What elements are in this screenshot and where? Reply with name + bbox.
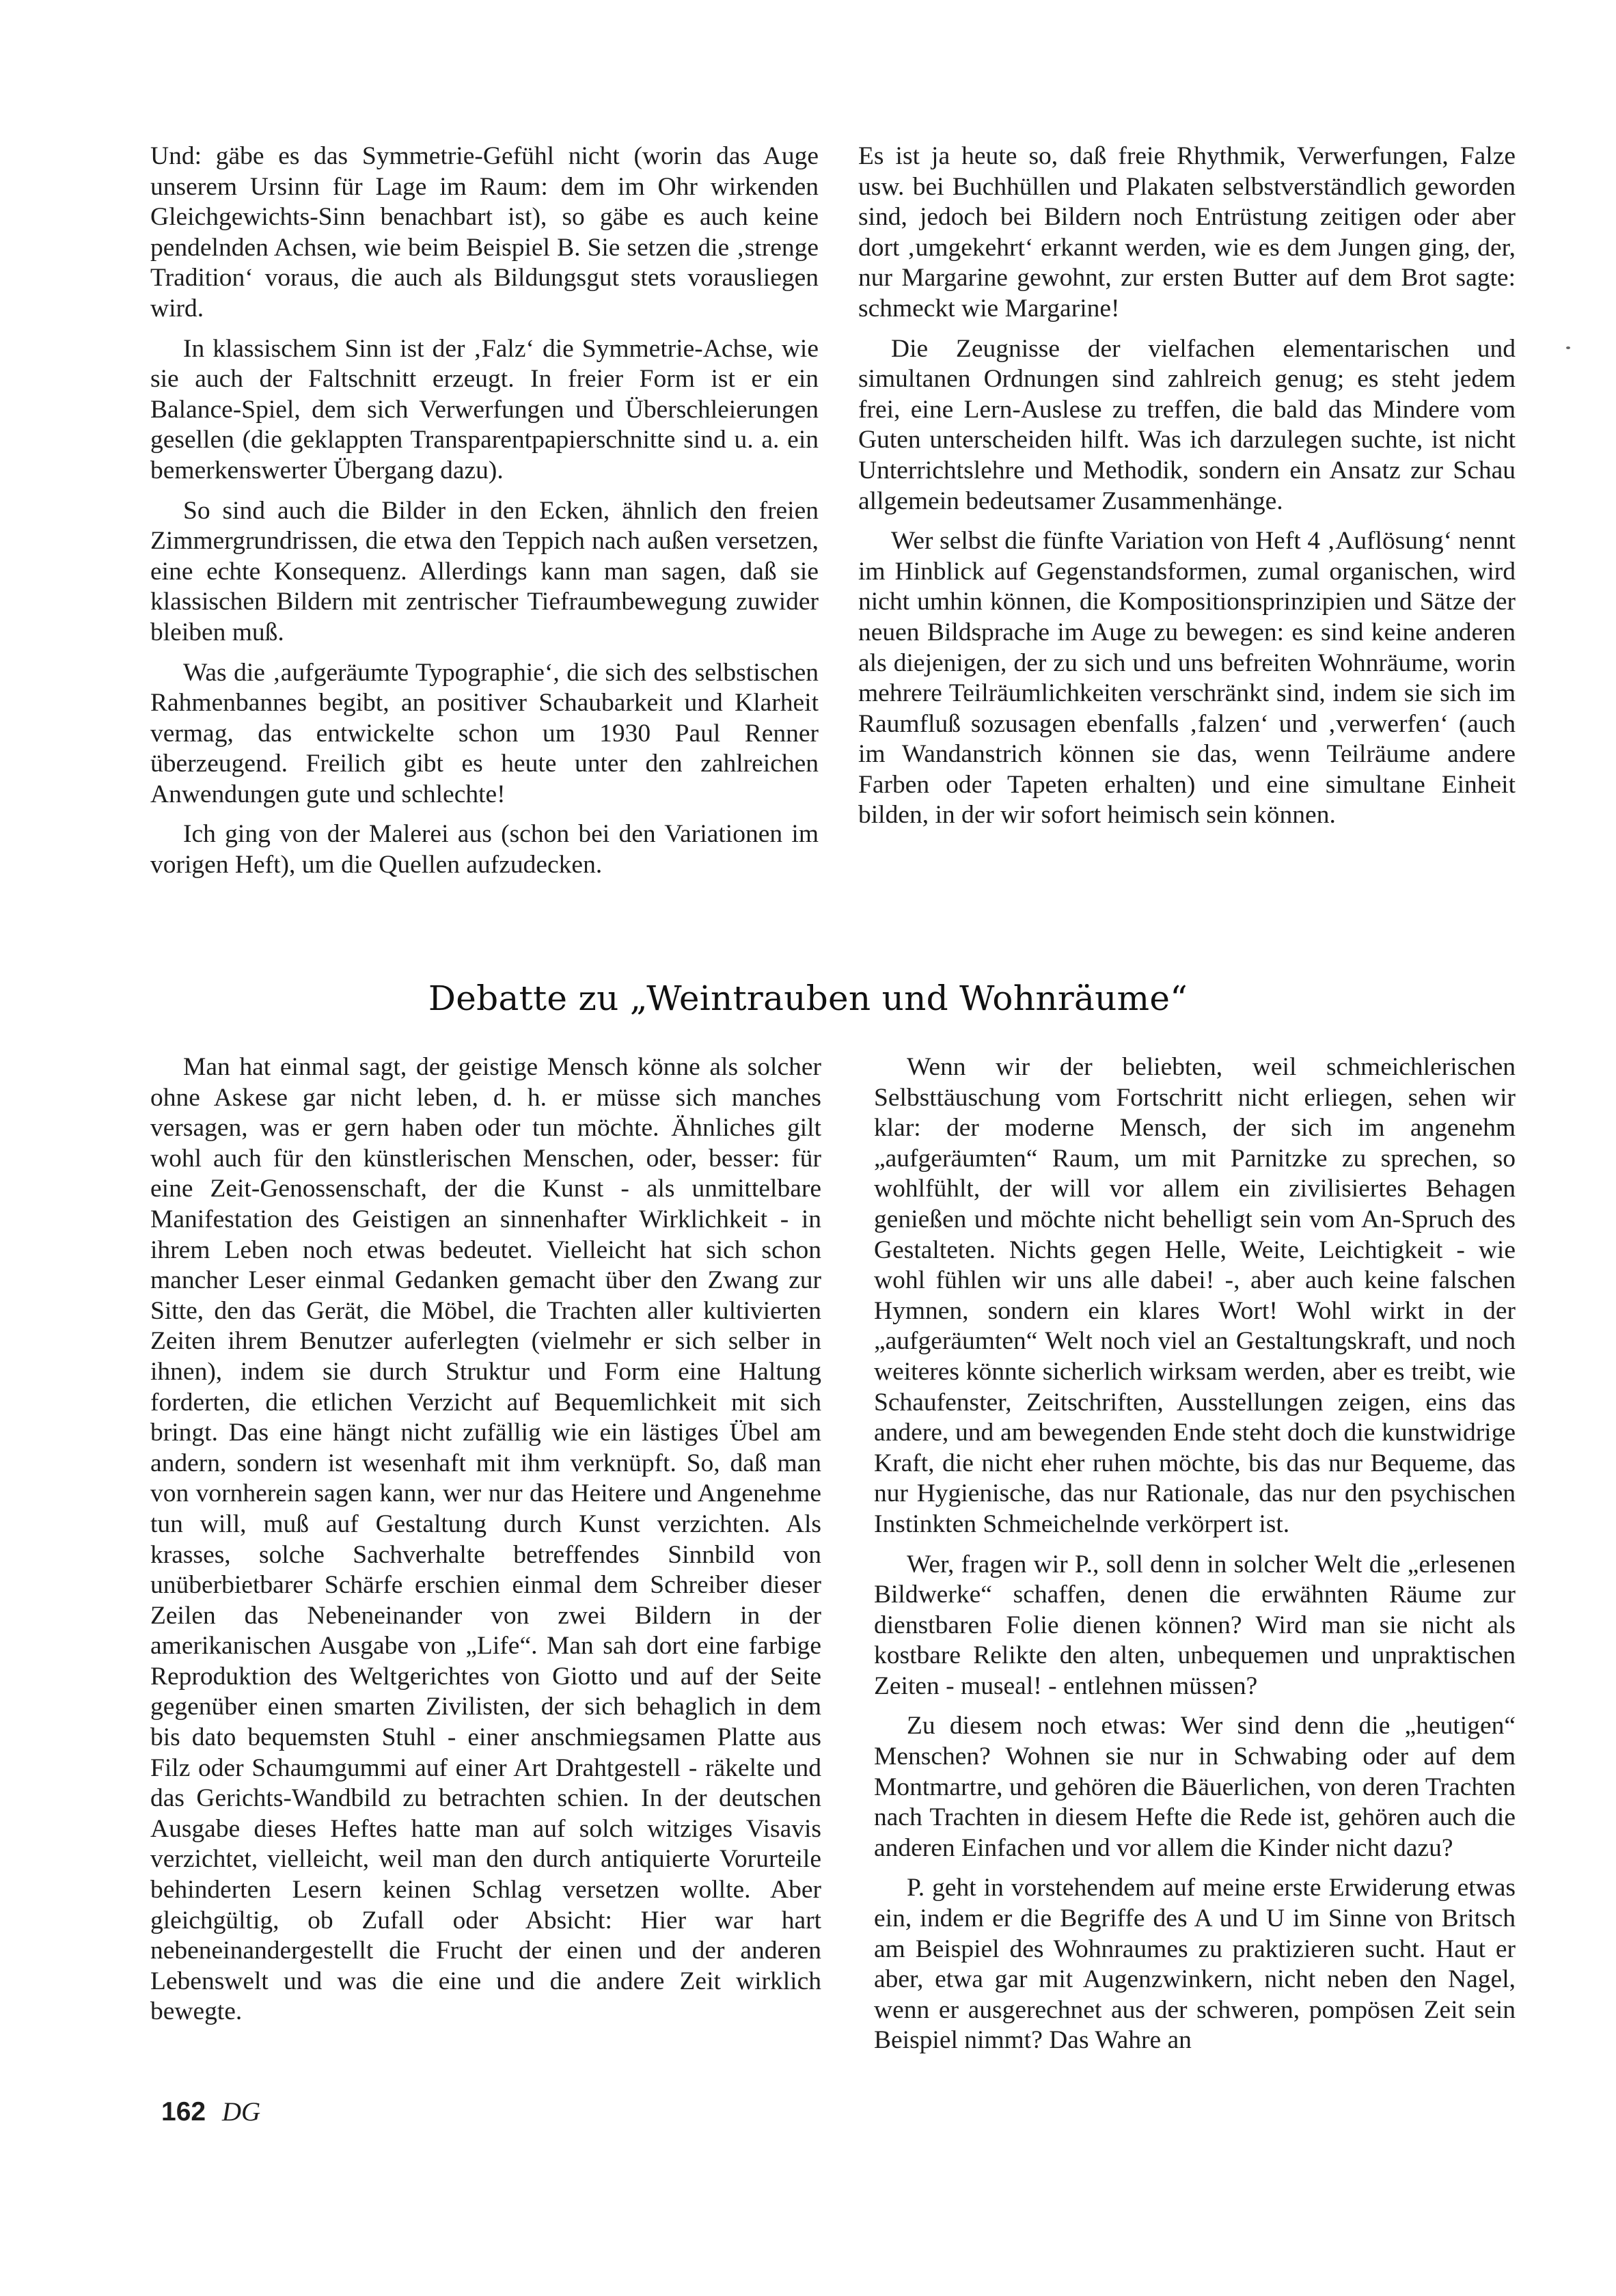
article-column-bottom-right bbox=[874, 1052, 1516, 2066]
paragraph: In klassischem Sinn ist der ‚Falz‘ die Symmetrie-Achse, wie sie auch der Faltschnitt erzeugt. In freier Form ist er ein Balance-Spiel, dem sich Verwerfungen und Überschleierungen gesellen (die geklappten Transparentpapierschnitte sind u. a. ein bemerkenswerter Übergang dazu). bbox=[150, 334, 819, 484]
page-number: 162 bbox=[161, 2097, 206, 2127]
article-column-top-right bbox=[858, 141, 1516, 840]
journal-mark: DG bbox=[221, 2097, 261, 2127]
paragraph: P. geht in vorstehendem auf meine erste Erwiderung etwas ein, indem er die Begriffe des A und U im Sinne von Britsch am Beispiel des Wohnraumes zu praktizieren sucht. Haut er aber, etwa gar mit Augenzwinkern, nicht neben den Nagel, wenn er ausgerechnet aus der schweren, pompösen Zeit sein Beispiel nimmt? Das Wahre an bbox=[874, 1874, 1516, 2055]
paragraph: Was die ‚aufgeräumte Typographie‘, die sich des selbstischen Rahmenbannes begibt, an positiver Schaubarkeit und Klarheit vermag, das entwickelte schon um 1930 Paul Renner überzeugend. Freilich gibt es heute unter den zahlreichen Anwendungen gute und schlechte! bbox=[150, 658, 819, 808]
paragraph: Wer selbst die fünfte Variation von Heft 4 ‚Auflösung‘ nennt im Hinblick auf Gegenstandsformen, zumal organischen, wird nicht umhin können, die Kompositionsprinzipien und Sätze der neuen Bildsprache im Auge zu bewegen: es sind keine anderen als diejenigen, der zu sich und uns befreiten Wohnräume, worin mehrere Teilräumlichkeiten verschränkt sind, indem sie sich im Raumfluß sozusagen ebenfalls ‚falzen‘ und ‚verwerfen‘ (auch im Wandanstrich können sie das, wenn Teilräume andere Farben oder Tapeten erhalten) und eine simultane Einheit bilden, in der wir sofort heimisch sein können. bbox=[858, 527, 1516, 830]
paragraph: Die Zeugnisse der vielfachen elementarischen und simultanen Ordnungen sind zahlreich genug; es steht jedem frei, eine Lern-Auslese zu treffen, die bald das Mindere vom Guten unterscheiden hilft. Was ich darzulegen suchte, ist nicht Unterrichtslehre und Methodik, sondern ein Ansatz zur Schau allgemein bedeutsamer Zusammenhänge. bbox=[858, 334, 1516, 515]
article-column-bottom-left bbox=[150, 1052, 821, 2037]
paragraph: Und: gäbe es das Symmetrie-Gefühl nicht (worin das Auge unserem Ursinn für Lage im Raum: dem im Ohr wirkenden Gleichgewichts-Sinn benachbart ist), so gäbe es auch keine pendelnden Achsen, wie beim Beispiel B. Sie setzen die ‚strenge Tradition‘ voraus, die auch als Bildungsgut stets vorausliegen wird. bbox=[150, 142, 819, 323]
article-column-top-left bbox=[150, 141, 819, 890]
paragraph: Es ist ja heute so, daß freie Rhythmik, Verwerfungen, Falze usw. bei Buchhüllen und Plakaten selbstverständlich geworden sind, jedoch bei Bildern noch Entrüstung zeitigen oder aber dort ‚umgekehrt‘ erkannt werden, wie es dem Jungen ging, der, nur Margarine gewohnt, zur ersten Butter auf dem Brot sagte: schmeckt wie Margarine! bbox=[858, 142, 1516, 323]
paragraph: Man hat einmal sagt, der geistige Mensch könne als solcher ohne Askese gar nicht leben, d. h. er müsse sich manches versagen, was er gern haben oder tun möchte. Ähnliches gilt wohl auch für den künstlerischen Menschen, oder, besser: für eine Zeit-Genossenschaft, der die Kunst - als unmittelbare Manifestation des Geistigen an sinnenhafter Wirklichkeit - in ihrem Leben noch etwas bedeutet. Vielleicht hat sich schon mancher Leser einmal Gedanken gemacht über den Zwang zur Sitte, den das Gerät, die Möbel, die Trachten aller kultivierten Zeiten ihrem Benutzer auferlegten (vielmehr er sich selber in ihnen), indem sie durch Struktur und Form eine Haltung forderten, die etlichen Verzicht auf Bequemlichkeit mit sich bringt. Das eine hängt nicht zufällig wie ein lästiges Übel am andern, sondern ist wesenhaft mit ihm verknüpft. So, daß man von vornherein sagen kann, wer nur das Heitere und Angenehme tun will, muß auf Gestaltung durch Kunst verzichten. Als krasses, solche Sachverhalte betreffendes Sinnbild von unüberbietbarer Schärfe erschien einmal dem Schreiber dieser Zeilen das Nebeneinander von zwei Bildern in der amerikanischen Ausgabe von „Life“. Man sah dort eine farbige Reproduktion des Weltgerichtes von Giotto und auf der Seite gegenüber einen smarten Zivilisten, der sich behaglich in dem bis dato bequemsten Stuhl - einer anschmiegsamen Platte aus Filz oder Schaumgummi auf einer Art Drahtgestell - räkelte und das Gerichts-Wandbild zu betrachten schien. In der deutschen Ausgabe dieses Heftes hatte man auf solch witziges Visavis verzichtet, vielleicht, weil man den durch antiquierte Vorurteile behinderten Lesern keinen Schlag versetzen wollte. Aber gleichgültig, ob Zufall oder Absicht: Hier war hart nebeneinandergestellt die Frucht der einen und der anderen Lebenswelt und was die eine und die andere Zeit wirklich bewegte. bbox=[150, 1053, 821, 2026]
paragraph: Zu diesem noch etwas: Wer sind denn die „heutigen“ Menschen? Wohnen sie nur in Schwabing oder auf dem Montmartre, und gehören die Bäuerlichen, von deren Trachten nach Trachten in diesem Hefte die Rede ist, gehören auch die anderen Einfachen und vor allem die Kinder nicht dazu? bbox=[874, 1712, 1516, 1862]
paragraph: Ich ging von der Malerei aus (schon bei den Variationen im vorigen Heft), um die Quellen aufzudecken. bbox=[150, 820, 819, 879]
print-speck bbox=[1566, 346, 1570, 349]
paragraph: Wer, fragen wir P., soll denn in solcher Welt die „erlesenen Bildwerke“ schaffen, denen die erwähnten Räume zur dienstbaren Folie dienen können? Wird man sie nicht als kostbare Relikte den alten, unbequemen und unpraktischen Zeiten - museal! - entlehnen müssen? bbox=[874, 1550, 1516, 1700]
section-headline: Debatte zu „Weintrauben und Wohnräume“ bbox=[428, 979, 1188, 1018]
paragraph: Wenn wir der beliebten, weil schmeichlerischen Selbsttäuschung vom Fortschritt nicht erliegen, sehen wir klar: der moderne Mensch, der sich im angenehm „aufgeräumten“ Raum, um mit Parnitzke zu sprechen, so wohlfühlt, der will vor allem ein zivilisiertes Behagen genießen und möchte nicht behelligt sein vom An-Spruch des Gestalteten. Nichts gegen Helle, Weite, Leichtigkeit - wie wohl fühlen wir uns alle dabei! -, aber auch keine falschen Hymnen, sondern ein klares Wort! Wohl wirkt in der „aufgeräumten“ Welt noch viel an Gestaltungskraft, und noch weiteres könnte sicherlich wirksam werden, aber es treibt, wie Schaufenster, Zeitschriften, Ausstellungen zeigen, eins das andere, und am bewegenden Ende steht doch die kunstwidrige Kraft, die nicht eher ruhen möchte, bis das nur Bequeme, das nur Hygienische, das nur Rationale, das nur den psychischen Instinkten Schmeichelnde verkörpert ist. bbox=[874, 1053, 1516, 1538]
page-footer bbox=[161, 2096, 260, 2127]
paragraph: So sind auch die Bilder in den Ecken, ähnlich den freien Zimmergrundrissen, die etwa den Teppich nach außen versetzen, eine echte Konsequenz. Allerdings kann man sagen, daß sie klassischen Bildern mit zentrischer Tiefraumbewegung zuwider bleiben muß. bbox=[150, 496, 819, 646]
